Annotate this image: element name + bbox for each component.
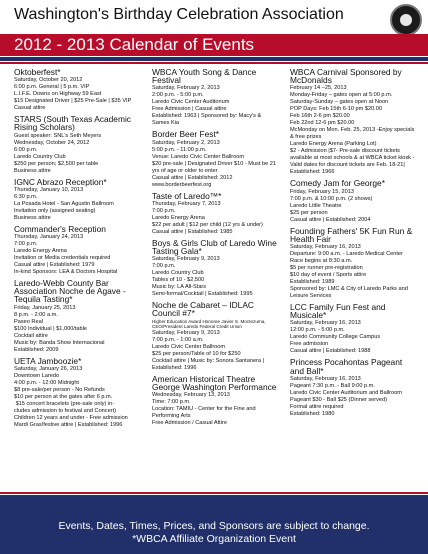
event-detail: Saturday, February 9, 2013 [152,329,220,336]
event-item [14,178,142,222]
wbca-seal-icon [390,4,422,36]
events-column-1 [14,68,142,432]
event-detail: $20 pre-sale | Designated Driver $10 - Must be 21 yrs of age or older to enter [152,160,278,174]
event-item [14,279,142,354]
event-title: Noche de Cabaret – IDLAC Council #7* [152,300,254,319]
event-detail: Friday, February 15, 2013 [290,188,354,195]
event-detail: $250 per person; $2,500 per table [14,160,99,167]
event-detail: Thursday, January 10, 2013 [14,186,84,193]
event-item [14,225,142,276]
event-detail: Casual attire | Established: 1988 [290,348,371,355]
event-title: WBCA Youth Song & Dance Festival [152,67,257,86]
event-detail: Music by: LA All-Stars [152,284,207,291]
event-detail: Casual attire | Established: 1985 [152,228,233,235]
event-detail: La Posada Hotel - San Agustin Ballroom [14,200,114,207]
disclaimer-text: Events, Dates, Times, Prices, and Sponsors are subject to change. [58,520,370,532]
event-title: Oktoberfest* [14,67,61,77]
event-detail: $22 per adult | $12 per child (12 yrs & under) [152,221,263,228]
event-detail: Invitation only (assigned seating) [14,207,96,214]
event-detail: Laredo Energy Arena [14,248,67,255]
event-detail: Saturday, January 26, 2013 [14,365,83,372]
event-detail: Established: 1980 [290,410,335,417]
event-detail: Laredo Civic Center Ballroom [152,343,226,350]
event-title: Commander's Reception [14,223,106,234]
event-title: UETA Jamboozie* [14,355,82,366]
event-title: Border Beer Fest* [152,129,220,140]
event-detail: Monday-Friday – gates open at 5:00 p.m. [290,92,393,99]
event-detail: Casual attire | Established: 2012 [152,174,233,181]
event-title: WBCA Carnival Sponsored by McDonalds [290,67,402,86]
event-detail: Established: 1963 | Sponsored by: Macy's & Sames Kia [152,113,263,127]
event-item [290,227,418,300]
event-item [290,303,418,355]
affiliate-note: *WBCA Affiliate Organization Event [132,533,296,545]
association-title: Washington's Birthday Celebration Association [14,6,344,23]
footer-stripe [0,492,428,494]
event-detail: Casual attire | Established: 2004 [290,216,371,223]
event-detail: Semi-formal/Cocktail | Established: 1995 [152,291,253,298]
event-detail: February 14 –25, 2013 [290,85,347,92]
event-title: Taste of Laredo™* [152,190,222,201]
event-detail: Saturday, February 2, 2013 [152,139,220,146]
event-detail: L.I.F.E. Downs on Highway 59 East [14,91,102,98]
event-item [152,192,280,236]
event-detail: Pageant 7:30 p.m. - Ball 9:00 p.m. [290,382,375,389]
event-item [152,301,280,372]
event-detail: 6:00 p.m. [14,146,38,153]
event-detail: Location: TAMIU - Center for the Fine and Performing Arts [152,406,258,420]
event-title: Princess Pocahontas Pageant and Ball* [290,357,403,376]
event-detail: Children 12 years and under - Free admission [14,414,128,421]
event-detail: Business attire [14,214,51,221]
event-detail: $15 Designated Driver | $25 Pre-Sale | $35 VIP [14,98,132,105]
event-detail: $100 Individual | $1,000/table [14,325,87,332]
event-item [14,115,142,174]
event-detail: cludes admission to festival and Concert) [14,407,116,414]
event-detail: Formal attire required [290,403,344,410]
event-detail: Laredo Country Club [14,153,66,160]
event-detail: Saturday, February 2, 2013 [152,85,220,92]
stripe-navy [0,57,428,61]
event-detail: Pageant $30 - Ball $25 (Dinner served) [290,396,388,403]
event-detail: Wednesday, February 13, 2013 [152,392,230,399]
event-detail: Race begins at 8:30 a.m. [290,258,353,265]
event-detail: Tables of 10 - $2,500 [152,277,205,284]
event-title: Comedy Jam for George* [290,178,385,189]
event-detail: Cocktail attire [14,332,48,339]
event-detail: Time: 7:00 p.m. [152,399,191,406]
event-detail: Casual attire | Established: 1979 [14,262,95,269]
event-item [290,358,418,417]
event-detail: $15 concert bracelets (pre-sale only) in- [14,400,115,407]
event-detail: Casual attire [14,105,46,112]
event-detail: 5:00 p.m. - 11:00 p.m. [152,146,207,153]
event-item [152,68,280,127]
events-column-3 [290,68,418,421]
event-detail: Free admission [290,341,329,348]
event-title: STARS (South Texas Academic Rising Scholars) [14,114,131,133]
event-detail: 2:00 p.m. - 5:00 p.m. [152,92,204,99]
event-detail: Saturday, February 16, 2013 [290,375,361,382]
event-detail: Venue: Laredo Civic Center Ballroom [152,153,245,160]
event-item [14,68,142,112]
event-detail: 7:00 p.m. - 1:00 a.m. [152,336,204,343]
event-detail: $5 per runner pre-registration [290,265,363,272]
event-detail: Saturday, February 16, 2013 [290,320,361,327]
event-detail: Saturday, February 9, 2013 [152,256,220,263]
event-detail: Guest speaker: SNL's Seth Meyers [14,132,102,139]
event-detail: Feb 16th 2-6 pm $20.00 [290,113,350,120]
event-detail: Mardi Gras/festive attire | Established: 1996 [14,421,123,428]
event-detail: $8 pre-sale/per person - No Refunds [14,386,105,393]
event-detail: 7:00 p.m. [14,241,38,248]
event-detail: Laredo Community College Campus [290,334,381,341]
event-detail: Paseo Real [14,318,43,325]
event-detail: Departure: 9:00 a.m. - Laredo Medical Center [290,251,403,258]
event-detail: 4:00 p.m. - 12:00 Midnight [14,379,79,386]
event-detail: 7:00 p.m. [152,207,176,214]
event-item [152,130,280,188]
event-detail: Laredo Little Theatre [290,202,342,209]
event-detail: $25 per person [290,209,328,216]
event-detail: Free Admission / Casual Attire [152,420,227,427]
event-title: Founding Fathers' 5K Fun Run & Health Fair [290,225,413,244]
event-detail: $25 per person/Table of 10 for $250 [152,350,241,357]
event-item [152,375,280,427]
event-detail: $10 day of event / Sports attire [290,272,367,279]
calendar-title: 2012 - 2013 Calendar of Events [14,35,255,54]
event-detail: Music by: Banda Show Internacional [14,339,105,346]
event-detail: Saturday, February 16, 2013 [290,244,361,251]
event-detail: 7:00 p.m. [152,263,176,270]
events-column-2 [152,68,280,430]
event-detail: Downtown Laredo [14,372,60,379]
event-title: American Historical Theatre George Washington Performance [152,373,277,393]
event-detail: www.borderbeerfest.org [152,181,212,188]
event-detail: Laredo Energy Arena [152,214,205,221]
event-title: IGNC Abrazo Reception* [14,176,107,187]
event-detail: POP Days: Feb 15th 6-10 pm $20.00 [290,106,382,113]
event-detail: Thursday, February 7, 2013 [152,200,221,207]
event-detail: Saturday-Sunday – gates open at Noon [290,99,389,106]
event-title: Boys & Girls Club of Laredo Wine Tasting Gala* [152,237,277,257]
event-detail: Free Admission | Casual attire [152,106,227,113]
event-detail: Business attire [14,167,51,174]
event-detail: In-kind Sponsors: LEA & Doctors Hospital [14,269,118,276]
event-detail: $10 per person at the gates after 6 p.m. [14,393,113,400]
event-item [14,357,142,429]
event-detail: Cocktail attire | Music by: Sonora Santanera | Established: 1996 [152,357,266,371]
event-detail: 6:00 p.m. General | 5 p.m. VIP [14,84,90,91]
event-detail: 7:00 p.m. & 10:00 p.m. (2 shows) [290,195,373,202]
event-detail: McMonday on Mon. Feb. 25, 2013 -Enjoy specials & free prizes [290,127,416,141]
event-detail: Feb 22nd 12-6 pm $20.00 [290,120,355,127]
event-detail: $2 - Admission |$7- Pre-sale discount tickets available at most schools & at WBCA ticket kiosk -Valid dates for discount tickets are Feb. 18-21| Established: 1966 [290,148,415,176]
event-detail: Established: 2009 [14,346,59,353]
event-detail: Established: 1989 [290,279,335,286]
event-item [290,179,418,223]
event-detail: Laredo Civic Center Auditorium and Ballroom [290,389,402,396]
event-detail: Laredo Energy Arena (Parking Lot) [290,141,377,148]
event-detail: Laredo Country Club [152,270,204,277]
event-title: Laredo-Webb County Bar Association Noche de Agave - Tequila Tasting* [14,278,126,305]
event-title: LCC Family Fun Fest and Musicale* [290,302,386,321]
event-detail: 6:30 p.m. [14,193,38,200]
event-detail: Wednesday, October 24, 2012 [14,139,90,146]
event-detail: Laredo Civic Center Auditorium [152,99,230,106]
event-subtitle: Higher Education Award Honoree Javier S. Moctezuma, CEO/President Laredo Federal Credit Union [152,318,267,330]
event-item [290,68,418,176]
event-detail: 8 p.m. - 2:00 a.m. [14,311,58,318]
event-detail: 12:00 p.m. - 5:00 p.m. [290,327,345,334]
stripe-red [0,62,428,64]
event-detail: Friday, January 25, 2013 [14,304,76,311]
event-item [152,239,280,298]
event-detail: Thursday, January 24, 2013 [14,234,84,241]
event-detail: Sponsored by: LMC & City of Laredo Parks and Leisure Services [290,286,410,300]
event-detail: Saturday, October 20, 2012 [14,77,83,84]
event-detail: Invitation or Media credentials required [14,255,111,262]
